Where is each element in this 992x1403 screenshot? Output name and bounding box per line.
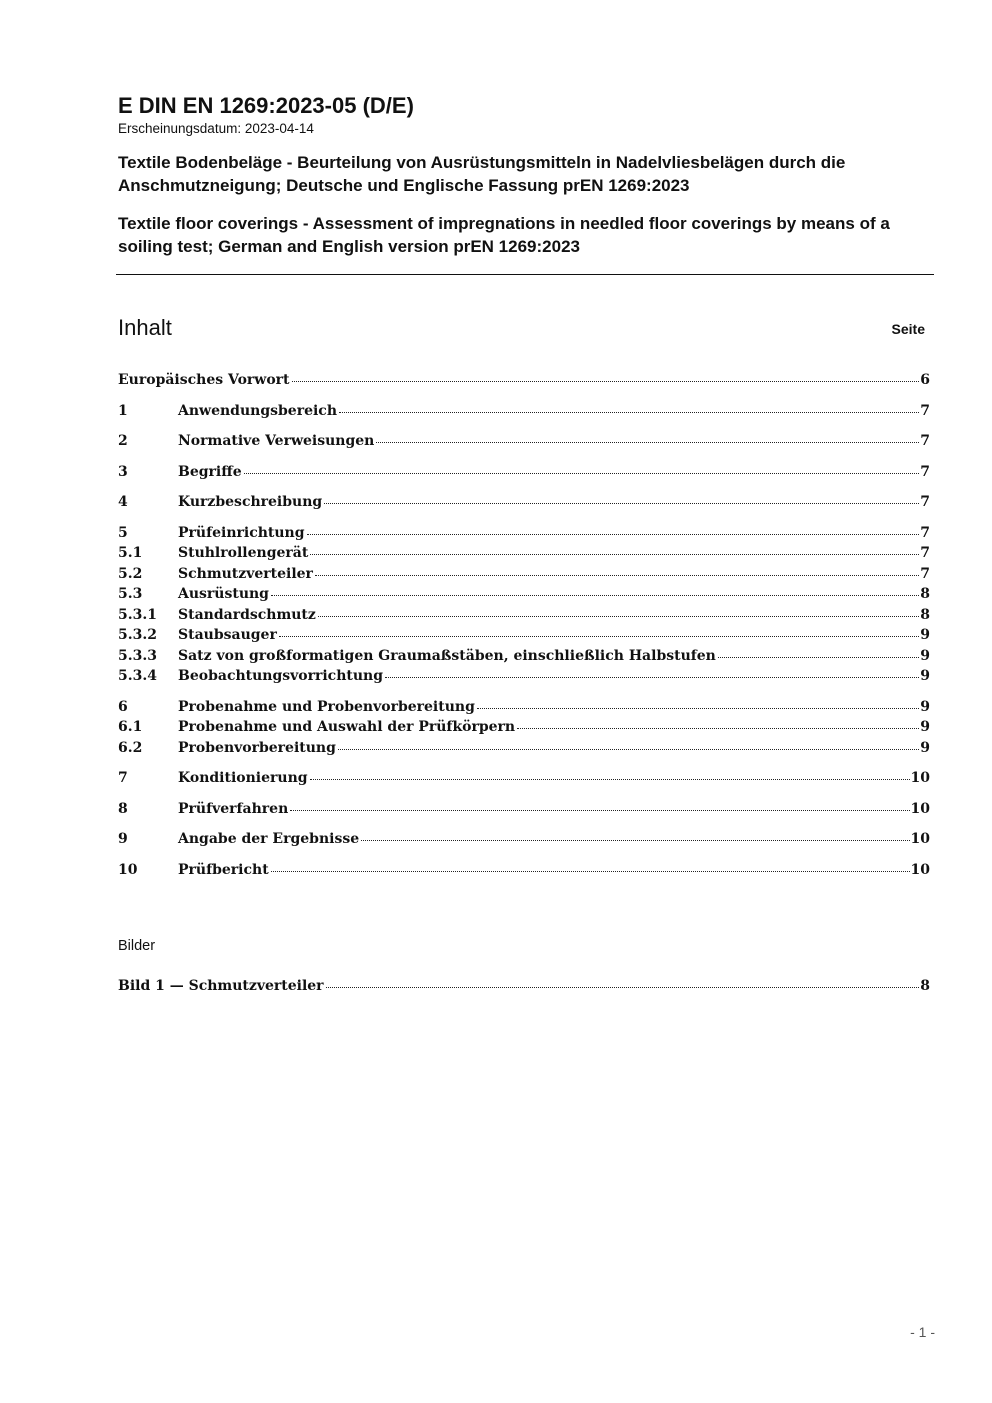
title-german: Textile Bodenbeläge - Beurteilung von Ausrüstungsmitteln in Nadelvliesbelägen durch die Anschmutzneigung; Deutsche und Englische Fassung prEN 1269:2023 xyxy=(118,153,846,195)
toc-entry[interactable] xyxy=(118,719,930,740)
toc-leader-dots xyxy=(376,442,919,443)
toc-entry-number: 5.2 xyxy=(118,565,143,582)
toc-entry-page: 7 xyxy=(920,463,930,480)
toc-leader-dots xyxy=(279,636,919,637)
toc-entry-label: Standardschmutz xyxy=(178,606,316,623)
toc-entry-page: 10 xyxy=(910,861,930,878)
toc-entry[interactable] xyxy=(118,372,930,393)
toc-entry[interactable] xyxy=(118,627,930,648)
toc-leader-dots xyxy=(338,749,919,750)
toc-entry-label: Probenahme und Probenvorbereitung xyxy=(178,698,475,715)
toc-entry-label: Beobachtungsvorrichtung xyxy=(178,668,383,684)
toc-entry[interactable] xyxy=(118,668,930,689)
figure-entry-label: Bild 1 — Schmutzverteiler xyxy=(118,978,324,994)
toc-entry-number: 5.3 xyxy=(118,586,143,602)
toc-leader-dots xyxy=(315,575,919,576)
toc-entry[interactable] xyxy=(118,648,930,669)
toc-heading: Inhalt xyxy=(118,315,172,340)
toc-entry-label: Kurzbeschreibung xyxy=(178,494,323,510)
figures-list xyxy=(118,978,930,999)
toc-entry-number: 4 xyxy=(118,494,128,510)
toc-leader-dots xyxy=(477,708,919,709)
toc-entry-page: 10 xyxy=(910,800,930,817)
toc-entry[interactable] xyxy=(118,831,930,852)
toc-entry-page: 10 xyxy=(910,831,930,847)
toc-entry-number: 5.1 xyxy=(118,545,143,561)
page-number: - 1 - xyxy=(910,1324,935,1340)
toc-entry-number: 5.3.4 xyxy=(118,668,157,684)
toc-entry-page: 7 xyxy=(920,545,930,561)
header-divider xyxy=(116,274,934,275)
figure-entry-page: 8 xyxy=(920,978,930,994)
toc-entry-page: 7 xyxy=(920,402,930,419)
toc-leader-dots xyxy=(292,381,920,382)
toc-entry-page: 7 xyxy=(920,433,930,449)
toc-leader-dots xyxy=(244,473,920,474)
toc-entry-number: 6 xyxy=(118,698,128,715)
toc-entry[interactable] xyxy=(118,566,930,587)
toc-entry-page: 7 xyxy=(920,494,930,510)
toc-leader-dots xyxy=(318,616,919,617)
toc-entry-number: 1 xyxy=(118,402,128,419)
toc-entry-page: 8 xyxy=(920,586,930,602)
toc-entry-page: 10 xyxy=(910,770,930,786)
toc-leader-dots xyxy=(339,412,919,413)
figure-entry[interactable] xyxy=(118,978,930,999)
toc-entry-label: Angabe der Ergebnisse xyxy=(178,831,360,847)
toc-entry-page: 7 xyxy=(920,524,930,541)
toc-entry-number: 3 xyxy=(118,463,128,480)
toc-entry-page: 9 xyxy=(920,668,930,684)
toc-entry-page: 7 xyxy=(920,565,930,582)
toc-entry-number: 8 xyxy=(118,800,128,817)
toc-entry-label: Schmutzverteiler xyxy=(178,565,313,582)
toc-leader-dots xyxy=(361,840,909,841)
toc-entry[interactable] xyxy=(118,494,930,515)
toc-entry-label: Prüfbericht xyxy=(178,861,269,878)
toc-leader-dots xyxy=(324,503,919,504)
toc-entry-number: 5.3.2 xyxy=(118,627,157,643)
toc-leader-dots xyxy=(307,534,920,535)
publication-date: Erscheinungsdatum: 2023-04-14 xyxy=(118,121,314,136)
toc-leader-dots xyxy=(385,677,919,678)
toc-entry-label: Anwendungsbereich xyxy=(178,402,337,419)
toc-entry[interactable] xyxy=(118,607,930,628)
toc-leader-dots xyxy=(517,728,919,729)
toc-entry[interactable] xyxy=(118,433,930,454)
figures-heading: Bilder xyxy=(118,938,156,954)
toc-entry[interactable] xyxy=(118,699,930,720)
toc-entry-label: Normative Verweisungen xyxy=(178,433,375,449)
document-header xyxy=(118,91,934,258)
toc-entry-label: Konditionierung xyxy=(178,770,308,786)
toc-entry-label: Staubsauger xyxy=(178,627,277,643)
toc-entry-page: 9 xyxy=(920,647,930,664)
toc-entry-page: 9 xyxy=(920,698,930,715)
toc-entry-label: Ausrüstung xyxy=(178,586,269,602)
toc-entry-label: Probenvorbereitung xyxy=(178,739,336,756)
toc-entry-number: 6.2 xyxy=(118,739,143,756)
toc-entry-label: Europäisches Vorwort xyxy=(118,372,290,388)
toc-leader-dots xyxy=(271,595,919,596)
toc-entry[interactable] xyxy=(118,801,930,822)
toc-entry[interactable] xyxy=(118,586,930,607)
toc-entry-number: 2 xyxy=(118,433,128,449)
toc-entry-number: 6.1 xyxy=(118,719,143,735)
toc-leader-dots xyxy=(271,871,910,872)
document-id: E DIN EN 1269:2023-05 (D/E) xyxy=(118,93,414,118)
toc-entry-label: Prüfverfahren xyxy=(178,800,289,817)
toc-entry-label: Stuhlrollengerät xyxy=(178,545,309,561)
toc-entry-number: 5 xyxy=(118,524,128,541)
toc-entry-label: Probenahme und Auswahl der Prüfkörpern xyxy=(178,719,516,735)
toc-entry-page: 6 xyxy=(920,372,930,388)
toc-entry-page: 8 xyxy=(920,606,930,623)
toc-entry-page: 9 xyxy=(920,719,930,735)
table-of-contents xyxy=(118,372,930,882)
toc-entry-label: Satz von großformatigen Graumaßstäben, einschließlich Halbstufen xyxy=(178,647,716,664)
toc-entry-number: 7 xyxy=(118,770,128,786)
toc-leader-dots xyxy=(310,779,910,780)
toc-leader-dots xyxy=(310,554,919,555)
toc-entry-page: 9 xyxy=(920,739,930,756)
toc-entry[interactable] xyxy=(118,740,930,761)
toc-leader-dots xyxy=(290,810,909,811)
toc-entry[interactable] xyxy=(118,770,930,791)
toc-entry-number: 10 xyxy=(118,861,138,878)
toc-page-column-label: Seite xyxy=(891,321,925,337)
toc-entry[interactable] xyxy=(118,545,930,566)
toc-entry-number: 5.3.3 xyxy=(118,647,157,664)
toc-entry[interactable] xyxy=(118,464,930,485)
toc-entry-label: Prüfeinrichtung xyxy=(178,524,305,541)
toc-entry-number: 9 xyxy=(118,831,128,847)
toc-entry-label: Begriffe xyxy=(178,463,242,480)
toc-entry-page: 9 xyxy=(920,627,930,643)
toc-entry[interactable] xyxy=(118,525,930,546)
toc-leader-dots xyxy=(326,987,920,988)
title-english: Textile floor coverings - Assessment of impregnations in needled floor coverings by means of a soiling test; German and English version prEN 1269:2023 xyxy=(118,214,890,256)
toc-entry[interactable] xyxy=(118,862,930,883)
toc-leader-dots xyxy=(718,657,919,658)
toc-entry[interactable] xyxy=(118,403,930,424)
toc-entry-number: 5.3.1 xyxy=(118,606,157,623)
